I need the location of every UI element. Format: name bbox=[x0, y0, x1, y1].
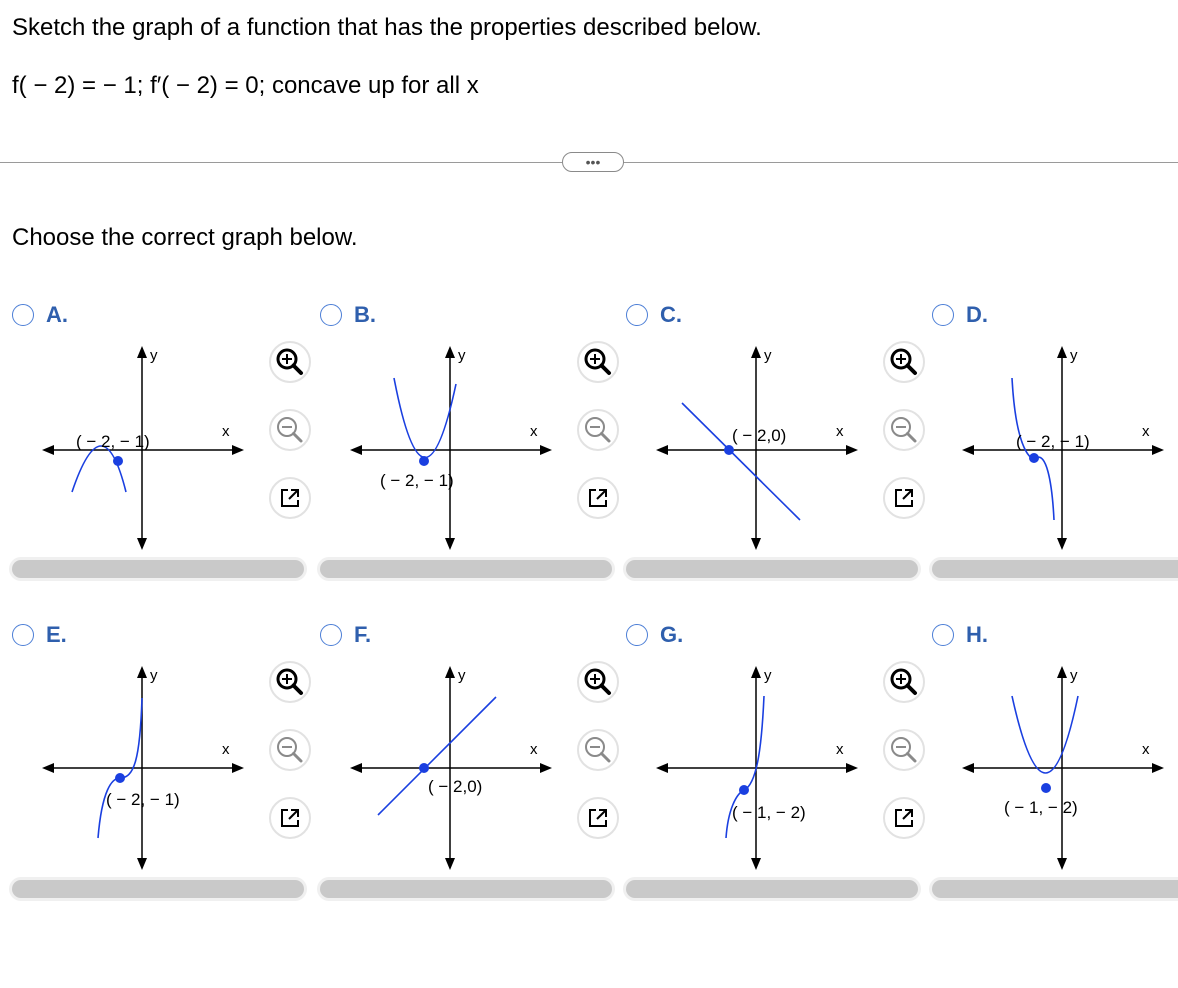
x-axis-label: x bbox=[530, 423, 538, 440]
point-label: ( − 1, − 2) bbox=[732, 803, 806, 822]
option-letter: F. bbox=[354, 622, 372, 647]
answer-bar[interactable] bbox=[626, 560, 918, 578]
zoom-in-icon[interactable] bbox=[268, 660, 312, 704]
option-letter: E. bbox=[46, 622, 67, 647]
zoom-in-icon[interactable] bbox=[576, 340, 620, 384]
open-new-window-icon[interactable] bbox=[882, 476, 926, 520]
option-letter: C. bbox=[660, 302, 682, 327]
option-radio-row[interactable] bbox=[626, 620, 683, 650]
y-axis-label: y bbox=[150, 667, 158, 684]
option-h bbox=[932, 620, 1178, 920]
zoom-out-icon[interactable] bbox=[882, 408, 926, 452]
zoom-out-icon[interactable] bbox=[268, 408, 312, 452]
radio-button[interactable] bbox=[932, 304, 954, 326]
answer-bar[interactable] bbox=[626, 880, 918, 898]
option-radio-row[interactable] bbox=[626, 300, 682, 330]
option-radio-row[interactable] bbox=[12, 620, 67, 650]
zoom-in-icon[interactable] bbox=[576, 660, 620, 704]
open-new-window-icon[interactable] bbox=[576, 476, 620, 520]
radio-button[interactable] bbox=[320, 304, 342, 326]
option-g bbox=[626, 620, 926, 920]
x-axis-label: x bbox=[1142, 423, 1150, 440]
question-text: Sketch the graph of a function that has the properties described below. bbox=[12, 14, 762, 41]
answer-bar[interactable] bbox=[12, 560, 304, 578]
option-b bbox=[320, 300, 620, 600]
open-new-window-icon[interactable] bbox=[268, 796, 312, 840]
open-new-window-icon[interactable] bbox=[882, 796, 926, 840]
x-axis-label: x bbox=[1142, 741, 1150, 758]
given-conditions: f( − 2) = − 1; f′( − 2) = 0; concave up for all x bbox=[12, 72, 479, 99]
point-label: ( − 2,0) bbox=[428, 777, 483, 796]
option-f bbox=[320, 620, 620, 920]
prompt-text: Choose the correct graph below. bbox=[12, 224, 358, 251]
option-radio-row[interactable] bbox=[932, 300, 988, 330]
zoom-out-icon[interactable] bbox=[576, 728, 620, 772]
radio-button[interactable] bbox=[626, 624, 648, 646]
y-axis-label: y bbox=[764, 667, 772, 684]
y-axis-label: y bbox=[150, 347, 158, 364]
answer-bar[interactable] bbox=[932, 560, 1178, 578]
option-c bbox=[626, 300, 926, 600]
radio-button[interactable] bbox=[932, 624, 954, 646]
zoom-in-icon[interactable] bbox=[268, 340, 312, 384]
radio-button[interactable] bbox=[12, 304, 34, 326]
y-axis-label: y bbox=[458, 667, 466, 684]
zoom-out-icon[interactable] bbox=[268, 728, 312, 772]
x-axis-label: x bbox=[836, 741, 844, 758]
x-axis-label: x bbox=[222, 741, 230, 758]
radio-button[interactable] bbox=[626, 304, 648, 326]
answer-bar[interactable] bbox=[932, 880, 1178, 898]
option-radio-row[interactable] bbox=[932, 620, 988, 650]
option-radio-row[interactable] bbox=[320, 620, 371, 650]
point-label: ( − 2, − 1) bbox=[106, 790, 180, 809]
point-label: ( − 2,0) bbox=[732, 426, 787, 445]
y-axis-label: y bbox=[1070, 667, 1078, 684]
answer-bar[interactable] bbox=[12, 880, 304, 898]
radio-button[interactable] bbox=[12, 624, 34, 646]
zoom-out-icon[interactable] bbox=[882, 728, 926, 772]
y-axis-label: y bbox=[1070, 347, 1078, 364]
y-axis-label: y bbox=[458, 347, 466, 364]
zoom-in-icon[interactable] bbox=[882, 340, 926, 384]
x-axis-label: x bbox=[222, 423, 230, 440]
option-letter: B. bbox=[354, 302, 376, 327]
point-label: ( − 2, − 1) bbox=[1016, 432, 1090, 451]
option-letter: D. bbox=[966, 302, 988, 327]
point-label: ( − 2, − 1) bbox=[76, 432, 150, 451]
option-letter: H. bbox=[966, 622, 988, 647]
option-d bbox=[932, 300, 1178, 600]
zoom-in-icon[interactable] bbox=[882, 660, 926, 704]
option-radio-row[interactable] bbox=[12, 300, 68, 330]
x-axis-label: x bbox=[836, 423, 844, 440]
point-label: ( − 1, − 2) bbox=[1004, 798, 1078, 817]
x-axis-label: x bbox=[530, 741, 538, 758]
open-new-window-icon[interactable] bbox=[576, 796, 620, 840]
zoom-out-icon[interactable] bbox=[576, 408, 620, 452]
option-letter: A. bbox=[46, 302, 68, 327]
answer-bar[interactable] bbox=[320, 880, 612, 898]
answer-bar[interactable] bbox=[320, 560, 612, 578]
more-button[interactable]: ••• bbox=[562, 152, 624, 172]
open-new-window-icon[interactable] bbox=[268, 476, 312, 520]
point-label: ( − 2, − 1) bbox=[380, 471, 454, 490]
radio-button[interactable] bbox=[320, 624, 342, 646]
option-e bbox=[12, 620, 312, 920]
option-letter: G. bbox=[660, 622, 684, 647]
option-radio-row[interactable] bbox=[320, 300, 376, 330]
y-axis-label: y bbox=[764, 347, 772, 364]
option-a bbox=[12, 300, 312, 600]
